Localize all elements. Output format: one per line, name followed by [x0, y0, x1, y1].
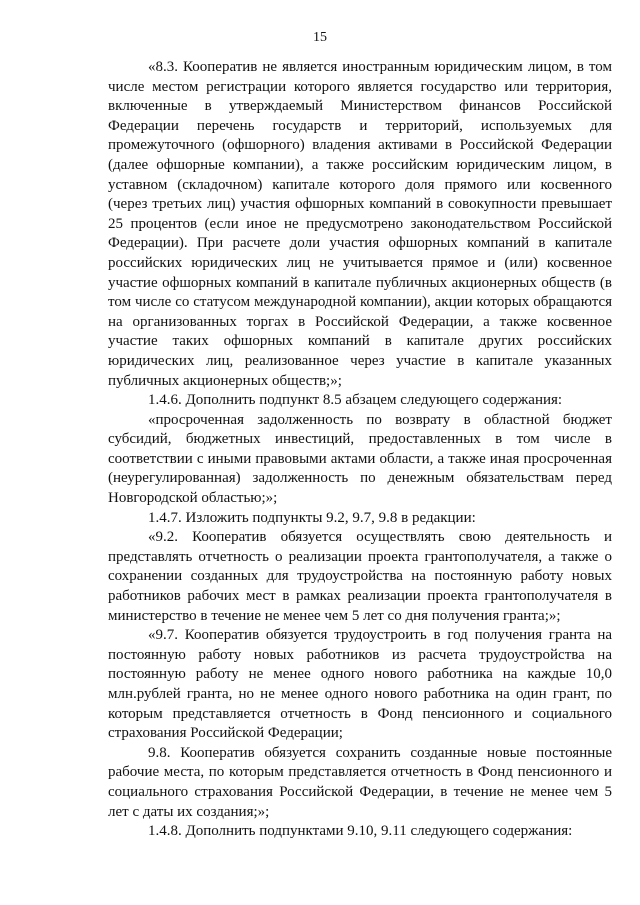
paragraph-9-2: «9.2. Кооператив обязуется осуществлять свою деятельность и представлять отчетность о реализации проекта грантополучателя, а также о сохранении созданных для трудоустройства на постоянную работу новых работников рабочих мест в рамках реализации проекта грантополучателя в министерство в течение не менее чем 5 лет со дня получения гранта;»;: [108, 529, 612, 624]
paragraph-8-3-offshore: «8.3. Кооператив не является иностранным юридическим лицом, в том числе местом регистрации которого является государство или территория, включенные в утверждаемый Министерством финансов Российской Федерации перечень государств и территорий, используемых для промежуточного (офшорного) владения активами в Российской Федерации (далее офшорные компании), а также российским юридическим лицом, в уставном (складочном) капитале которого доля прямого или косвенного (через третьих лиц) участия офшорных компаний в совокупности превышает 25 процентов (если иное не предусмотрено законодательством Российской Федерации). При расчете доли участия офшорных компаний в капитале российских юридических лиц не учитывается прямое и (или) косвенное участие офшорных компаний в капитале публичных акционерных обществ (в том числе со статусом международной компании), акции которых обращаются на организованных торгах в Российской Федерации, а также косвенное участие таких офшорных компаний в капитале других российских юридических лиц, реализованное через участие в капитале указанных публичных акционерных обществ;»;: [108, 59, 612, 389]
paragraph-overdue-debt: «просроченная задолженность по возврату в областной бюджет субсидий, бюджетных инвестиций, предоставленных в том числе в соответствии с иными правовыми актами области, а также иная просроченная (неурегулированная) задолженность по денежным обязательствам перед Новгородской областью;»;: [108, 411, 612, 507]
paragraph-1-4-6: 1.4.6. Дополнить подпункт 8.5 абзацем следующего содержания:: [148, 392, 563, 409]
page-number: 15: [313, 30, 327, 45]
document-body: [108, 58, 612, 842]
paragraph-1-4-8: 1.4.8. Дополнить подпунктами 9.10, 9.11 следующего содержания:: [148, 823, 573, 840]
paragraph-9-7: «9.7. Кооператив обязуется трудоустроить в год получения гранта на постоянную работу новых работников из расчета трудоустройства на постоянную работу не менее одного нового работника на каждые 10,0 млн.рублей гранта, но не менее одного нового работника на один грант, по которым представляется отчетность в Фонд пенсионного и социального страхования Российской Федерации;: [108, 627, 612, 742]
paragraph-1-4-7: 1.4.7. Изложить подпункты 9.2, 9.7, 9.8 в редакции:: [148, 509, 476, 526]
paragraph-9-8: 9.8. Кооператив обязуется сохранить созданные новые постоянные рабочие места, по которым представляется отчетность в Фонд пенсионного и социального страхования Российской Федерации, в течение не менее чем 5 лет с даты их создания;»;: [108, 744, 612, 820]
